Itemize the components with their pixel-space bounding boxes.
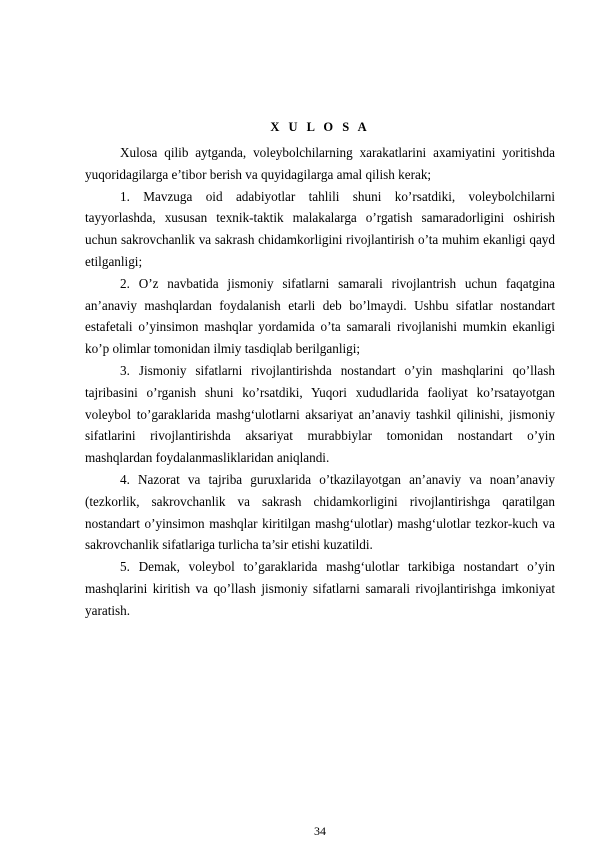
conclusion-item-2: 2. O’z navbatida jismoniy sifatlarni samarali rivojlantrish uchun faqatgina an’anaviy mashqlardan foydalanish etarli deb bo’lmaydi. Ushbu sifatlar nostandart estafetali o’yinsimon mashqlar yordamida o’ta samarali rivojlanishi mumkin ekanligi ko’p olimlar tomonidan ilmiy tasdiqlab berilganligi;	[85, 275, 555, 357]
page-number: 34	[314, 824, 326, 838]
section-title: X U L O S A	[270, 120, 370, 134]
conclusion-item-5: 5. Demak, voleybol to’garaklarida mashg‘ulotlar tarkibiga nostandart o’yin mashqlarini kiritish va qo’llash jismoniy sifatlarni samarali rivojlantirishga imkoniyat yaratish.	[85, 559, 555, 618]
body-text	[85, 142, 555, 622]
conclusion-item-3: 3. Jismoniy sifatlarni rivojlantirishda nostandart o’yin mashqlarini qo’llash tajribasini o’rganish shuni ko’rsatdiki, Yuqori xududlarida faoliyat ko’rsatayotgan voleybol to’garaklarida mashg‘ulotlarni aksariyat an’anaviy tashkil qilinishi, jismoniy sifatlarini rivojlantirishda aksariyat murabbiylar tomonidan nostandart o’yin mashqlardan foydalanmasliklaridan aniqlandi.	[85, 362, 555, 466]
conclusion-item-4: 4. Nazorat va tajriba guruxlarida o’tkazilayotgan an’anaviy va noan’anaviy (tezkorlik, sakrovchanlik va sakrash chidamkorligini rivojlantirishga qaratilgan nostandart o’yinsimon mashqlar kiritilgan mashg‘ulotlar) mashg‘ulotlar tezkor-kuch va sakrovchanlik sifatlariga turlicha ta’sir etishi kuzatildi.	[85, 471, 555, 553]
conclusion-item-1: 1. Mavzuga oid adabiyotlar tahlili shuni ko’rsatdiki, voleybolchilarni tayyorlashda, xususan texnik-taktik malakalarga o’rgatish samaradorligini oshirish uchun sakrovchanlik va sakrash chidamkorligini rivojlantirish o’ta muhim ekanligi qayd etilganligi;	[85, 188, 555, 269]
intro-paragraph: Xulosa qilib aytganda, voleybolchilarning xarakatlarini axamiyatini yoritishda yuqoridagilarga e’tibor berish va quyidagilarga amal qilish kerak;	[85, 145, 555, 182]
